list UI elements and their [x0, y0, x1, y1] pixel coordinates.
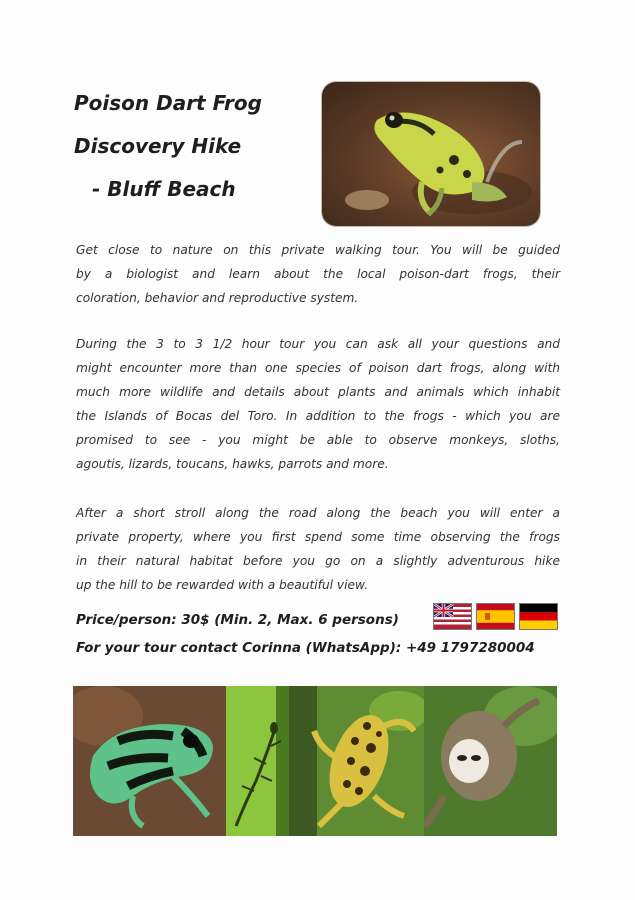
photo-strip — [73, 686, 557, 836]
page-title — [74, 82, 314, 211]
text-line: might encounter more than one species of poison dart frogs, along with — [76, 361, 560, 375]
spain-flag-icon — [476, 603, 515, 630]
route-paragraph — [76, 501, 560, 597]
title-line-2: Discovery Hike — [74, 134, 242, 158]
text-line: Get close to nature on this private walking tour. You will be guided — [76, 243, 560, 257]
tour-paragraph — [76, 332, 560, 476]
spotted-frog-photo — [289, 686, 424, 836]
language-flags — [433, 603, 558, 630]
germany-flag-icon — [519, 603, 558, 630]
uk-us-flag-icon — [433, 603, 472, 630]
text-line: agoutis, lizards, toucans, hawks, parrots and more. — [76, 457, 389, 471]
text-line: much more wildlife and details about plants and animals which inhabit — [76, 385, 560, 399]
contact-info: For your tour contact Corinna (WhatsApp): +49 1797280004 — [76, 640, 535, 656]
price-info: Price/person: 30$ (Min. 2, Max. 6 persons) — [76, 612, 399, 628]
text-line: promised to see - you might be able to observe monkeys, sloths, — [76, 433, 560, 447]
title-line-1: Poison Dart Frog — [74, 91, 262, 115]
text-line: by a biologist and learn about the local poison-dart frogs, their — [76, 267, 560, 281]
intro-paragraph — [76, 238, 560, 310]
text-line: private property, where you first spend some time observing the frogs — [76, 530, 560, 544]
lizard-on-leaf-photo — [226, 686, 289, 836]
yellow-frog-photo — [322, 82, 540, 226]
sloth-photo — [424, 686, 557, 836]
text-line: up the hill to be rewarded with a beautiful view. — [76, 578, 369, 592]
title-line-3: - Bluff Beach — [92, 177, 236, 201]
green-black-frog-photo — [73, 686, 226, 836]
text-line: in their natural habitat before you go on a slightly adventurous hike — [76, 554, 560, 568]
text-line: the Islands of Bocas del Toro. In addition to the frogs - which you are — [76, 409, 560, 423]
text-line: coloration, behavior and reproductive system. — [76, 291, 359, 305]
text-line: After a short stroll along the road along the beach you will enter a — [76, 506, 560, 520]
text-line: During the 3 to 3 1/2 hour tour you can ask all your questions and — [76, 337, 560, 351]
